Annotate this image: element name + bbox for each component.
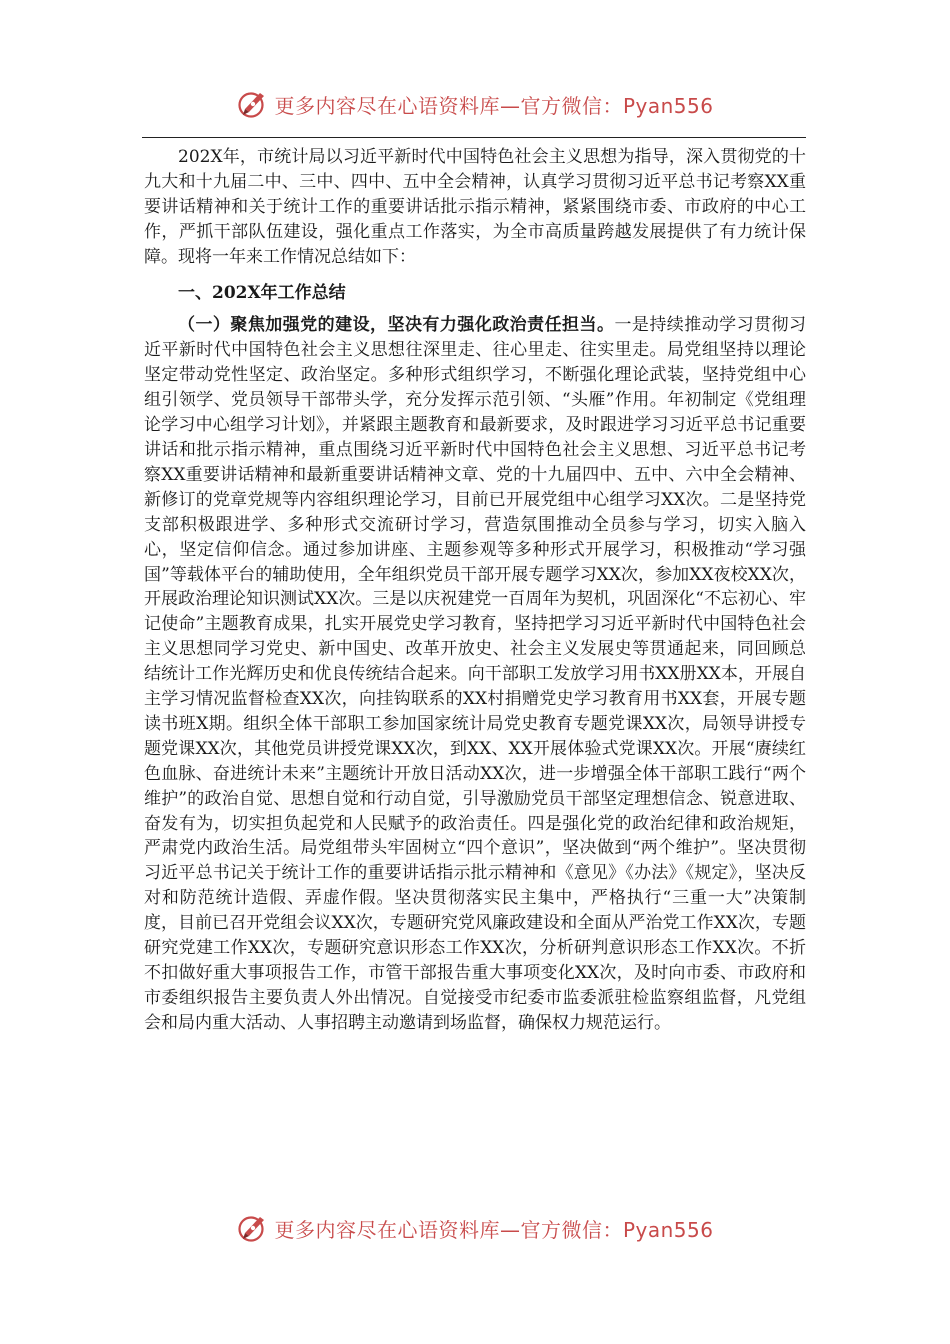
pen-circle-logo-icon xyxy=(236,1211,270,1245)
header-watermark-banner xyxy=(0,82,950,126)
header-rule xyxy=(142,137,806,138)
section-heading: 一、202X年工作总结 xyxy=(178,282,346,303)
watermark-text: 更多内容尽在心语资料库—官方微信：Pyan556 xyxy=(274,1217,714,1242)
subsection-paragraph xyxy=(144,313,806,1035)
pen-circle-logo-icon xyxy=(236,87,270,121)
subsection-body: 一是持续推动学习贯彻习近平新时代中国特色社会主义思想往深里走、往心里走、往实里走。局党组坚持以理论坚定带动党性坚定、政治坚定。多种形式组织学习，不断强化理论武装，坚持党组中心组引领学、党员领导干部带头学，充分发挥示范引领、“头雁”作用。年初制定《党组理论学习中心组学习计划》，并紧跟主题教育和最新要求，及时跟进学习习近平总书记重要讲话和批示指示精神，重点围绕习近平新时代中国特色社会主义思想、习近平总书记考察XX重要讲话精神和最新重要讲话精神文章、党的十九届四中、五中、六中全会精神、新修订的党章党规等内容组织理论学习，目前已开展党组中心组学习XX次。二是坚持党支部积极跟进学、多种形式交流研讨学习，营造氛围推动全员参与学习，切实入脑入心，坚定信仰信念。通过参加讲座、主题参观等多种形式开展学习，积极推动“学习强国”等载体平台的辅助使用，全年组织党员干部开展专题学习XX次，参加XX夜校XX次，开展政治理论知识测试XX次。三是以庆祝建党一百周年为契机，巩固深化“不忘初心、牢记使命”主题教育成果，扎实开展党史学习教育，坚持把学习习近平新时代中国特色社会主义思想同学习党史、新中国史、改革开放史、社会主义发展史等贯通起来，同回顾总结统计工作光辉历史和优良传统结合起来。向干部职工发放学习用书XX册XX本，开展自主学习情况监督检查XX次，向挂钩联系的XX村捐赠党史学习教育用书XX套，开展专题读书班X期。组织全体干部职工参加国家统计局党史教育专题党课XX次，局领导讲授专题党课XX次，其他党员讲授党课XX次，到XX、XX开展体验式党课XX次。开展“赓续红色血脉、奋进统计未来”主题统计开放日活动XX次，进一步增强全体干部职工践行“两个维护”的政治自觉、思想自觉和行动自觉，引导激励党员干部坚定理想信念、锐意进取、奋发有为，切实担负起党和人民赋予的政治责任。四是强化党的政治纪律和政治规矩，严肃党内政治生活。局党组带头牢固树立“四个意识”，坚决做到“两个维护”。坚决贯彻习近平总书记关于统计工作的重要讲话指示批示精神和《意见》《办法》《规定》，坚决反对和防范统计造假、弄虚作假。坚决贯彻落实民主集中，严格执行“三重一大”决策制度，目前已召开党组会议XX次，专题研究党风廉政建设和全面从严治党工作XX次，专题研究党建工作XX次，专题研究意识形态工作XX次，分析研判意识形态工作XX次。不折不扣做好重大事项报告工作，市管干部报告重大事项变化XX次，及时向市委、市政府和市委组织报告主要负责人外出情况。自觉接受市纪委市监委派驻检监察组监督，凡党组会和局内重大活动、人事招聘主动邀请到场监督，确保权力规范运行。 xyxy=(144,315,807,1033)
footer-watermark-banner xyxy=(0,1206,950,1250)
document-body xyxy=(144,145,806,1036)
watermark-text: 更多内容尽在心语资料库—官方微信：Pyan556 xyxy=(274,93,714,118)
subsection-heading: （一）聚焦加强党的建设，坚决有力强化政治责任担当。 xyxy=(178,315,615,336)
intro-paragraph: 202X年，市统计局以习近平新时代中国特色社会主义思想为指导，深入贯彻党的十九大和十九届二中、三中、四中、五中全会精神，认真学习贯彻习近平总书记考察XX重要讲话精神和关于统计工作的重要讲话批示指示精神，紧紧围绕市委、市政府的中心工作，严抓干部队伍建设，强化重点工作落实，为全市高质量跨越发展提供了有力统计保障。现将一年来工作情况总结如下： xyxy=(144,147,806,267)
